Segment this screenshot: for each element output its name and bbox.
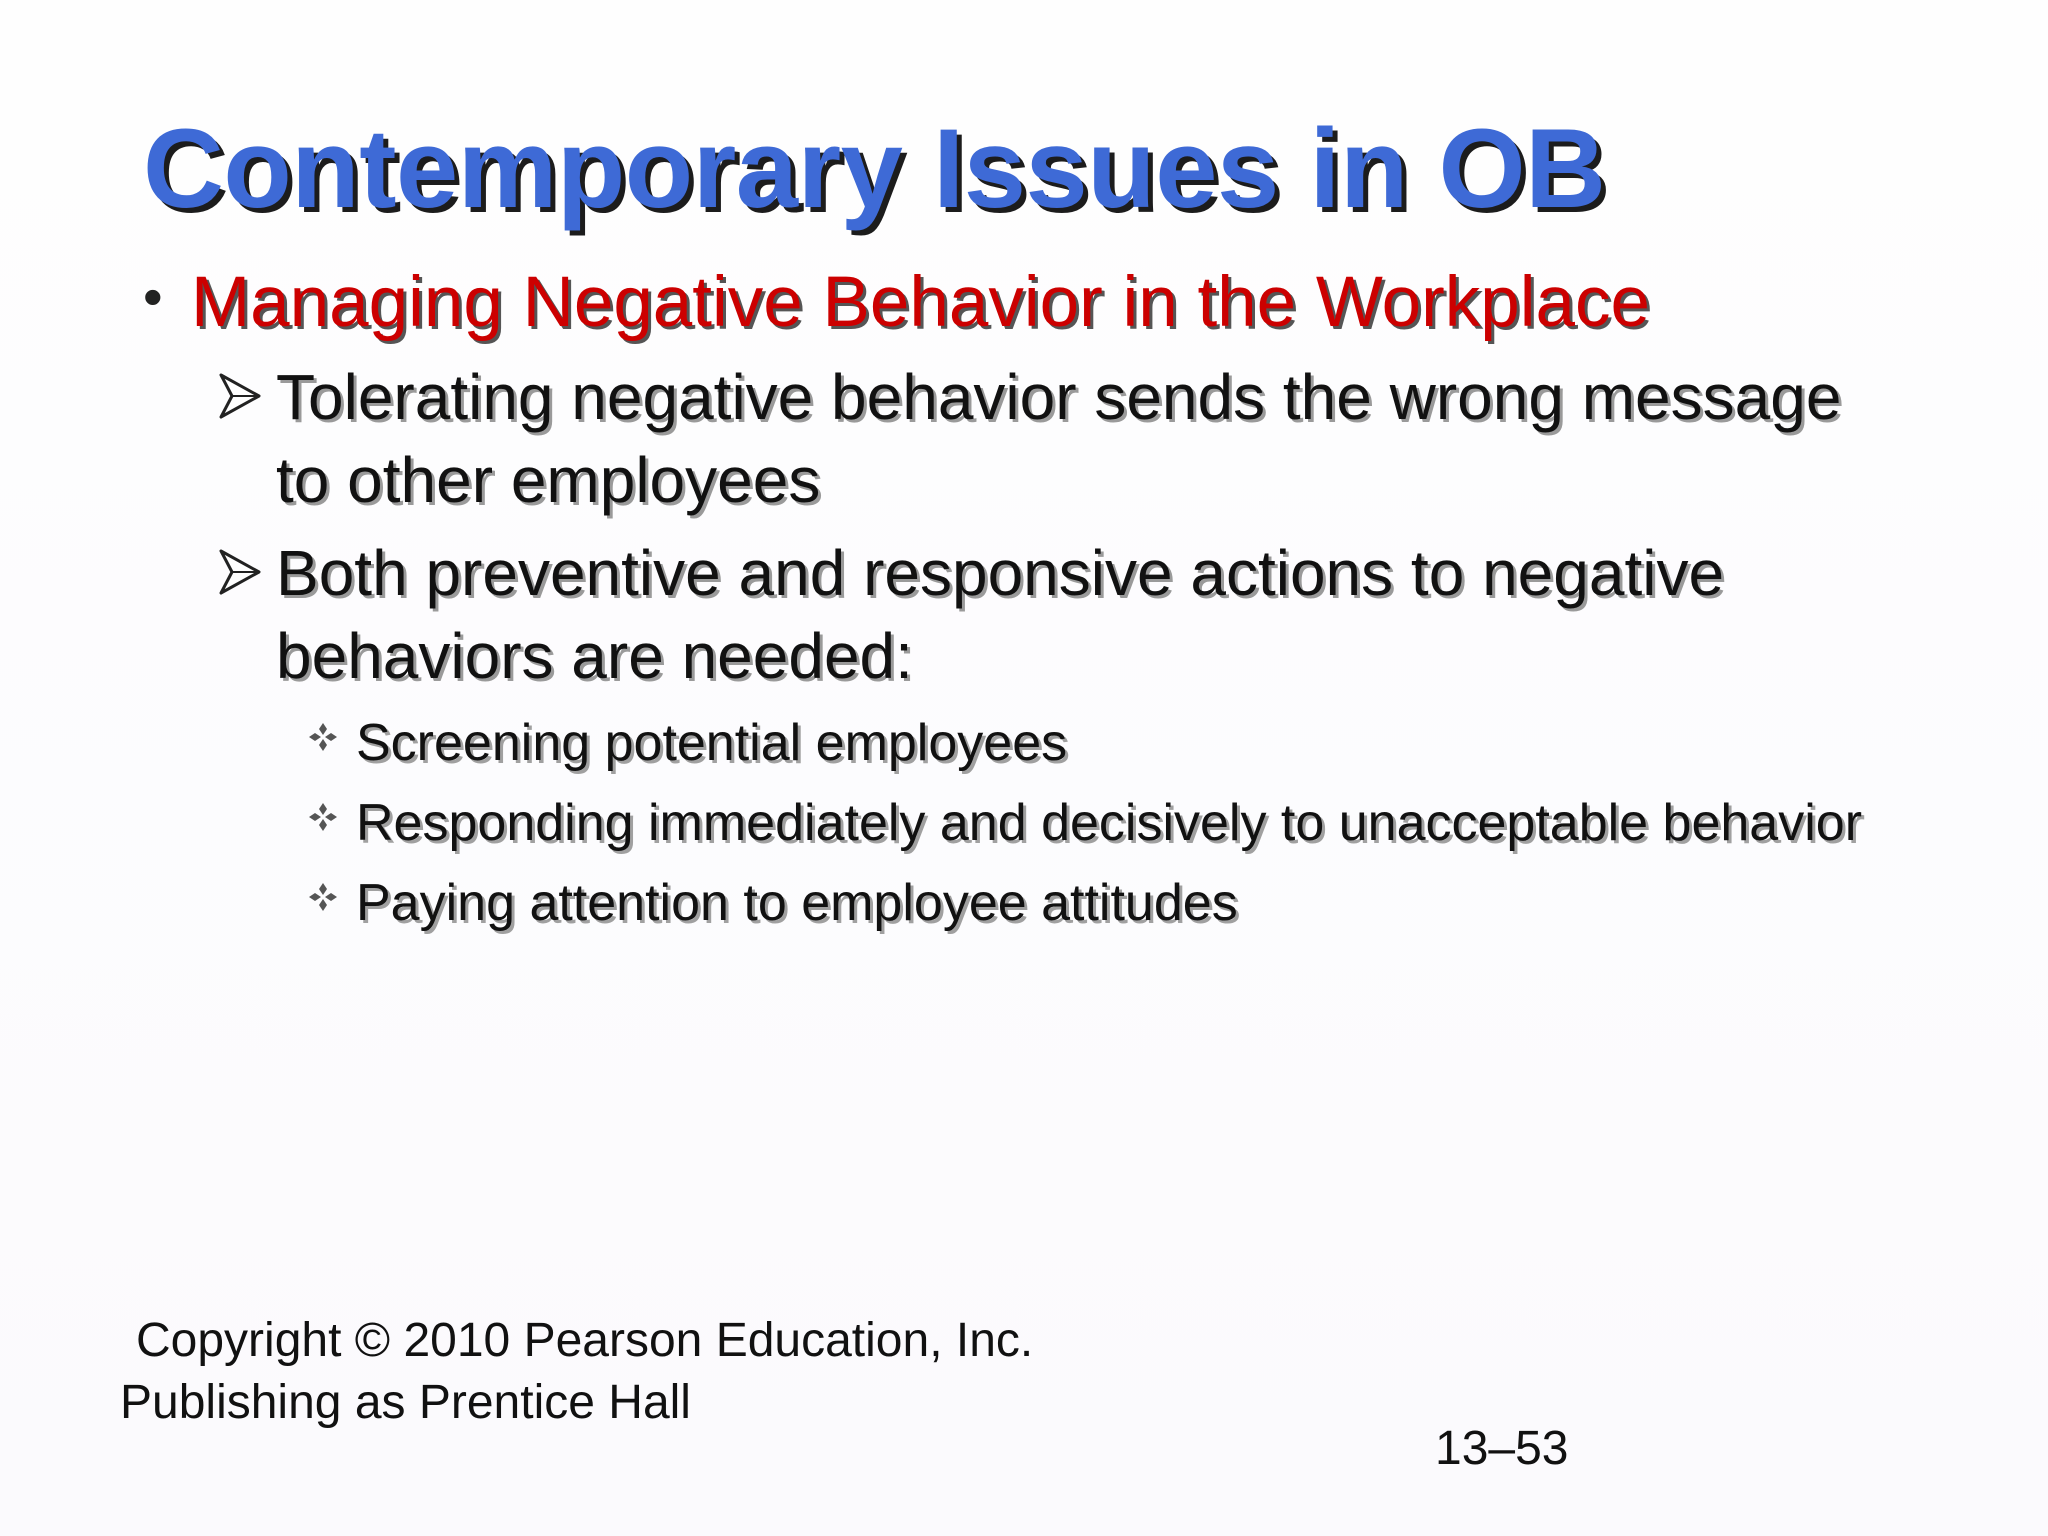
footer	[120, 1310, 1033, 1434]
publisher-text: Publishing as Prentice Hall	[120, 1376, 691, 1429]
sub-bullet-text: Both preventive and responsive actions to negative behaviors are needed:	[276, 537, 1725, 692]
sub-sub-bullet-text: Screening potential employees	[356, 714, 1068, 772]
sub-bullet-text: Tolerating negative behavior sends the wrong message to other employees	[276, 361, 1842, 516]
slide-title: Contemporary Issues in OB	[143, 106, 1606, 231]
sub-bullet-item	[218, 356, 1868, 522]
sub-sub-bullet-item	[308, 788, 1868, 858]
sub-sub-bullet-item	[308, 708, 1868, 778]
slide-body	[143, 262, 1943, 948]
sub-sub-bullet-text: Paying attention to employee attitudes	[356, 874, 1238, 932]
diamond-dots-bullet-icon	[308, 788, 356, 832]
arrowhead-bullet-icon	[218, 532, 276, 596]
sub-sub-bullet-text: Responding immediately and decisively to unacceptable behavior	[356, 794, 1863, 852]
arrowhead-bullet-icon	[218, 356, 276, 420]
sub-sub-bullet-item	[308, 868, 1868, 938]
disc-bullet-icon: •	[143, 265, 163, 328]
main-bullet-item	[143, 262, 1943, 344]
main-bullet-text: Managing Negative Behavior in the Workplace	[191, 263, 1650, 342]
sub-bullet-item	[218, 532, 1868, 698]
page-number: 13–53	[1435, 1422, 1569, 1475]
diamond-dots-bullet-icon	[308, 708, 356, 752]
diamond-dots-bullet-icon	[308, 868, 356, 912]
copyright-text: Copyright © 2010 Pearson Education, Inc.	[136, 1314, 1034, 1367]
